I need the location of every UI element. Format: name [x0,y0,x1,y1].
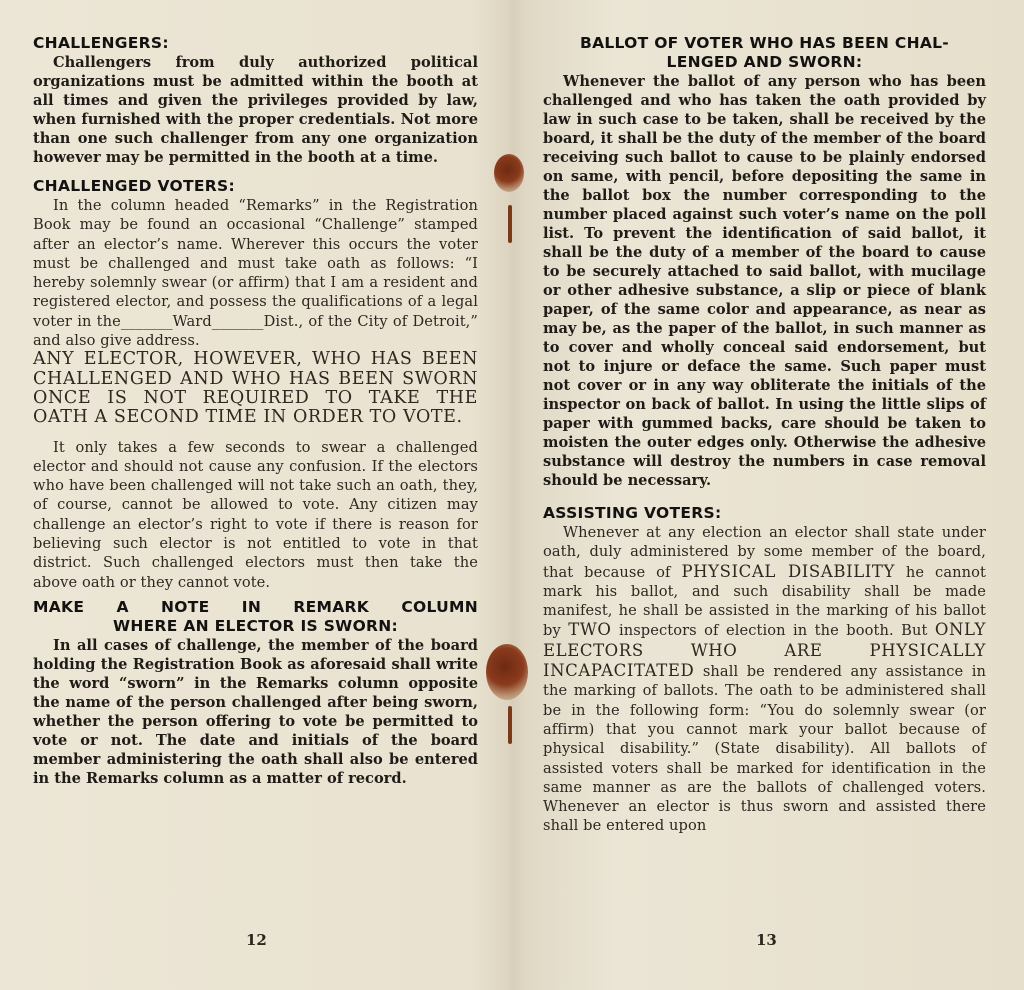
ballot-text: Whenever the ballot of any person who has been challenged and who has taken the oath provided by law in such case to be taken, shall be received by the board, it shall be the duty of the member of the board receiving such ballot to cause to be plainly endorsed on same, with pencil, before depositing the same in the ballot box the number corresponding to the number placed against such voter’s name on the poll list. To prevent the identification of said ballot, it shall be the duty of a member of the board to cause to be securely attached to said ballot, with mucilage or other adhesive substance, a slip or piece of blank paper, of the same color and appearance, as near as may be, as the paper of the ballot, in such manner as to cover and wholly conceal said endorsement, but not to injure or deface the same. Such paper must not cover or in any way obliterate the initials of the inspector on back of ballot. In using the little slips of paper with gummed backs, care should be taken to moisten the outer edges only. Otherwise the adhesive substance will destroy the numbers in case removal should be necessary. [543,73,986,489]
page-number-left: 12 [246,931,267,949]
assisting-voters-text [543,523,986,836]
heading-ballot-line2: LENGED AND SWORN: [666,53,863,71]
right-page [543,34,986,836]
heading-challenged-voters: CHALLENGED VOTERS: [33,177,235,195]
heading-assisting-voters: ASSISTING VOTERS: [543,504,722,522]
assisting-text-c: inspectors of election in the booth. But [618,622,928,640]
assisting-caps-b: TWO [568,620,612,640]
assisting-text-b: he cannot mark his ballot, and such disability shall be made manifest, he shall be assisted in the marking of his ballot by [543,563,986,640]
rust-stain-top [494,154,524,192]
page-number-right: 13 [756,931,777,949]
staple-bottom [508,706,512,744]
left-page [33,34,478,788]
assisting-text-a: Whenever at any election an elector shall state under oath, duly administered by some member of the board, that because of [543,524,986,581]
heading-challengers: CHALLENGERS: [33,34,169,52]
heading-make-note-line2: WHERE AN ELECTOR IS SWORN: [112,616,399,635]
assisting-caps-a: PHYSICAL DISABILITY [681,561,895,581]
challenged-voters-text-2: It only takes a few seconds to swear a challenged elector and should not cause any confusion. If the electors who have been challenged will not take such an oath, they, of course, cannot be allowed to vote. Any citizen may challenge an elector’s right to vote if there is reason for believing such elector is not entitled to vote in that district. Such challenged electors must then take the above oath or they cannot vote. [33,438,478,591]
staple-top [508,205,512,243]
make-note-text: In all cases of challenge, the member of the board holding the Registration Book as aforesaid shall write the word “sworn” in the Remarks column opposite the name of the person challenged after being sworn, whether the person offering to vote be permitted to vote or not. The date and initials of the board member administering the oath shall also be entered in the Remarks column as a matter of record. [33,636,478,787]
challenged-voters-text: In the column headed “Remarks” in the Registration Book may be found an occasional “Challenge” stamped after an elector’s name. Wherever this occurs the voter must be challenged and must take oath as follows: “I hereby solemnly swear (or affirm) that I am a resident and registered elector, and possess the qualifications of a legal voter in the_______Ward_______Dist., of the City of Detroit,” and also give address. [33,197,478,350]
rust-stain-bottom [486,644,528,700]
challengers-text: Challengers from duly authorized political organizations must be admitted within the booth at all times and given the privileges provided by law, when furnished with the proper credentials. Not more than one such challenger from any one organization however may be permitted in the booth at a time. [33,54,478,166]
heading-make-note-line1: MAKE A NOTE IN REMARK COLUMN [33,597,478,616]
assisting-text-d: shall be rendered any assistance in the marking of ballots. The oath to be administered shall be in the following form: “You do solemnly swear (or affirm) that you cannot mark your ballot because of physical disability.” (State disability). All ballots of assisted voters shall be marked for identification in the same manner as are the ballots of challenged voters. Whenever an elector is thus sworn and assisted there shall be entered upon [543,663,986,835]
heading-ballot-line1: BALLOT OF VOTER WHO HAS BEEN CHAL- [579,34,950,52]
challenged-voters-caps: ANY ELECTOR, HOWEVER, WHO HAS BEEN CHALLENGED AND WHO HAS BEEN SWORN ONCE IS NOT REQUIRED TO TAKE THE OATH A SECOND TIME IN ORDER TO VOTE. [33,349,478,428]
assisting-caps-c: ONLY ELECTORS WHO ARE PHYSICALLY INCAPACITATED [543,620,986,681]
